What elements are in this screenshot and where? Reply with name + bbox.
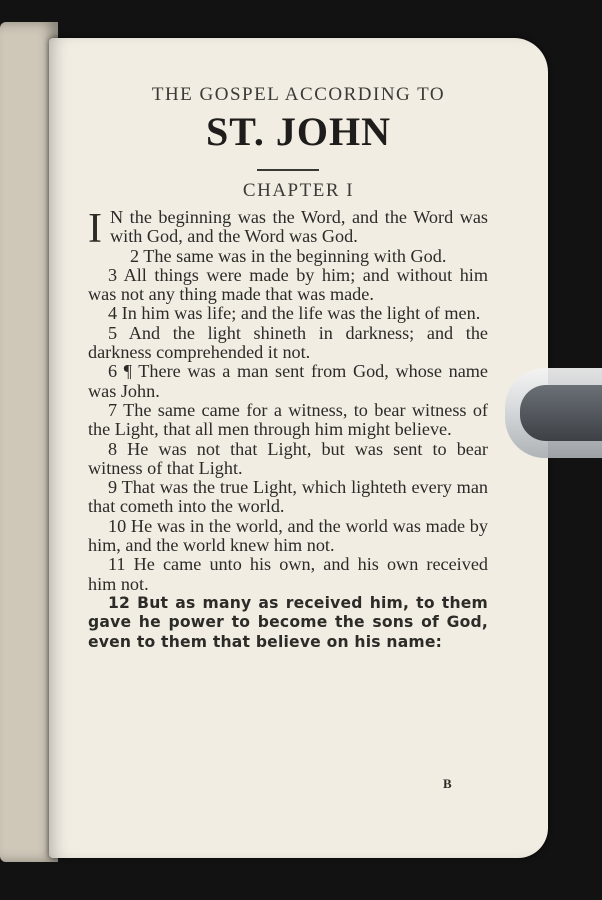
verse-4: 4 In him was life; and the life was the light of men. (108, 303, 481, 324)
verse-11: 11 He came unto his own, and his own received him not. (88, 554, 488, 594)
verse-9: 9 That was the true Light, which lighteth every man that cometh into the world. (88, 477, 488, 517)
verse-3: 3 All things were made by him; and without him was not any thing made that was made. (88, 264, 488, 305)
gospel-heading: THE GOSPEL ACCORDING TO (151, 84, 446, 105)
scripture-text (88, 208, 488, 652)
drop-cap: I (88, 206, 102, 252)
verse-10: 10 He was in the world, and the world was made by him, and the world knew him not. (88, 515, 488, 556)
chapter-heading: CHAPTER I (242, 180, 355, 201)
verse-8: 8 He was not that Light, but was sent to bear witness of that Light. (88, 438, 488, 478)
verse-2: 2 The same was in the beginning with God. (130, 245, 447, 266)
signature-mark: B (443, 776, 452, 791)
verse-5: 5 And the light shineth in darkness; and the darkness comprehended it not. (88, 322, 488, 363)
verse-text: N the beginning was the Word, and the Word was with God, and the Word was God. (110, 207, 488, 247)
title-divider (257, 169, 319, 171)
book-title: ST. JOHN (205, 109, 392, 154)
verse-6: 6 ¶ There was a man sent from God, whose name was John. (88, 361, 488, 401)
verse-1 (88, 206, 488, 252)
verse-7: 7 The same came for a witness, to bear witness of the Light, that all men through him might believe. (88, 399, 488, 440)
page-clip-shadow (520, 385, 602, 441)
verse-12: 12 But as many as received him, to them gave he power to become the sons of God, even to them that believe on his name: (88, 593, 488, 651)
